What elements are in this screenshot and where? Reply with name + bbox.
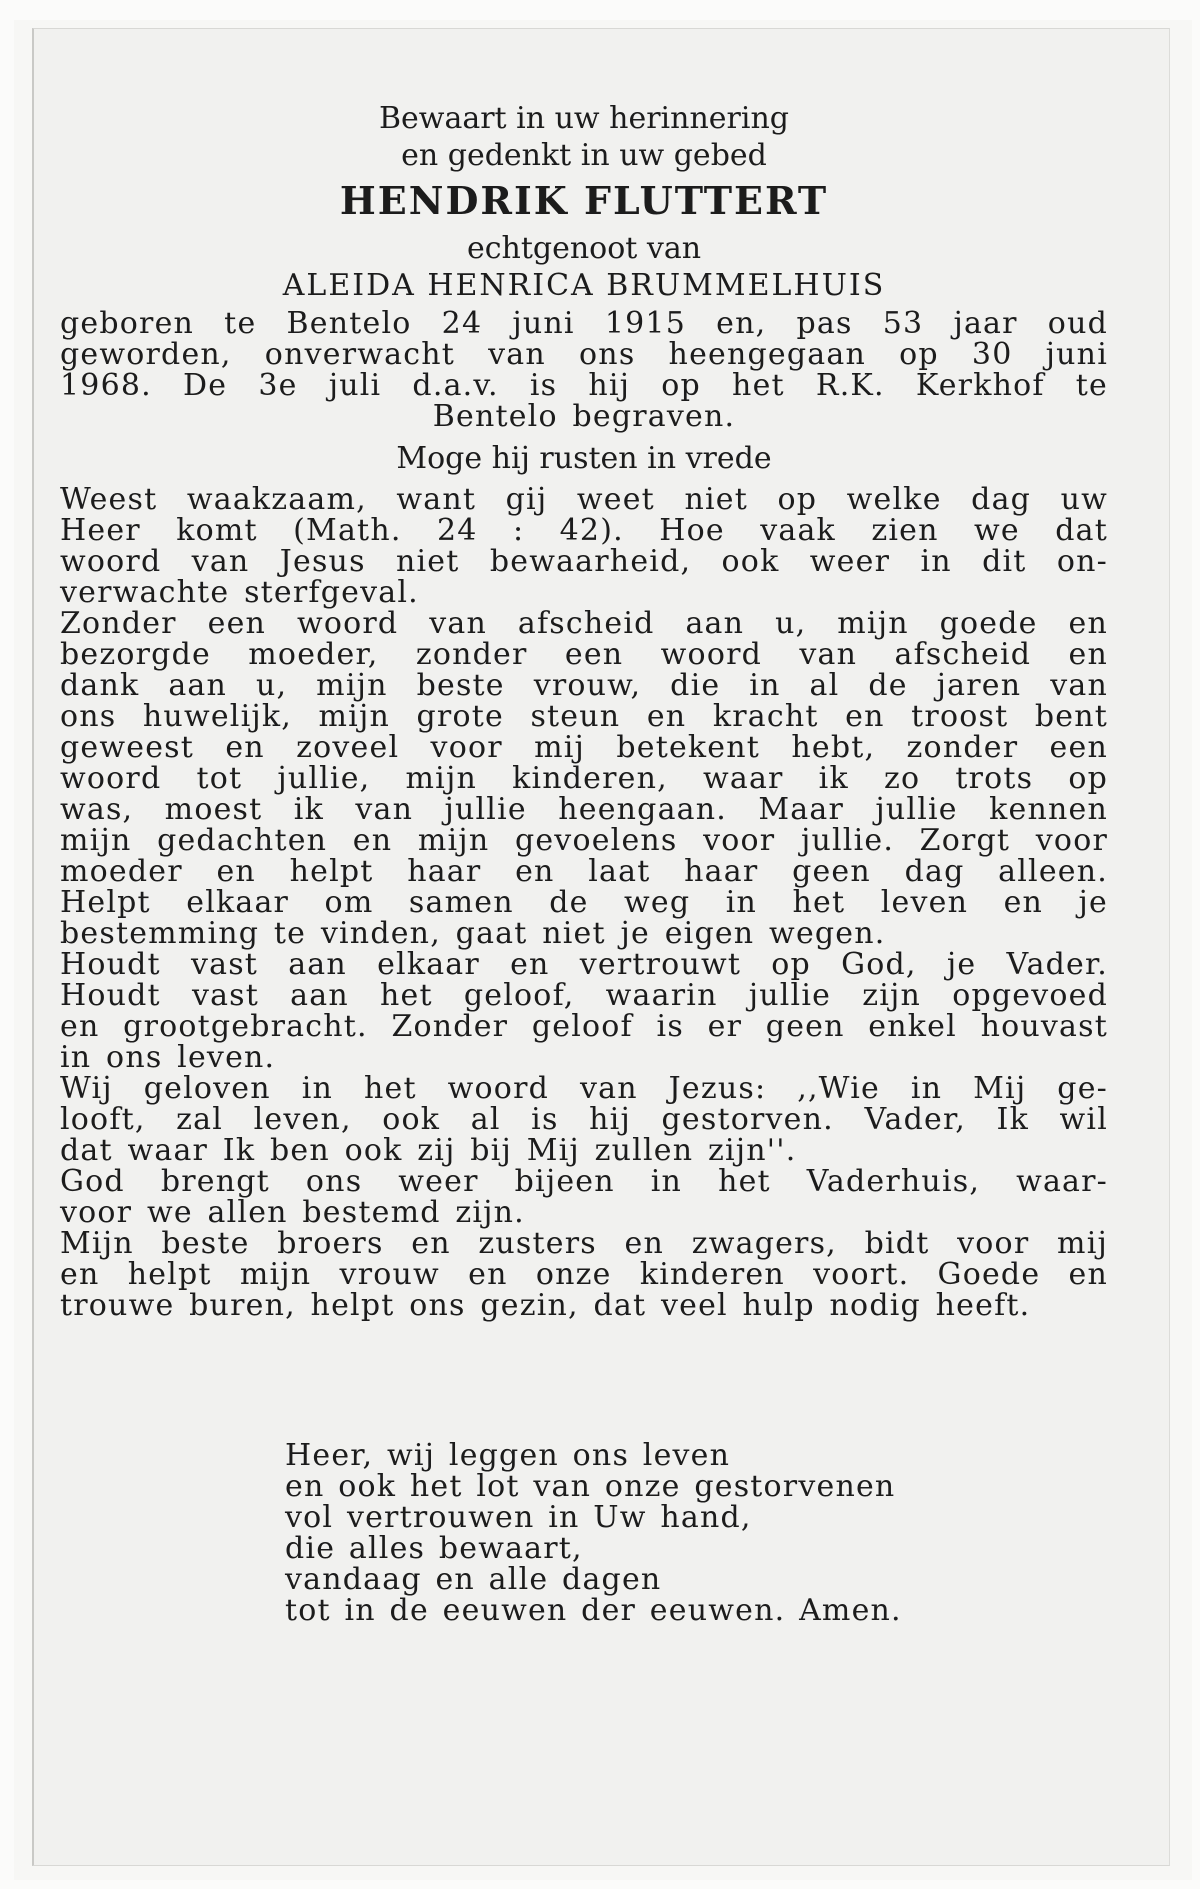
text-line: Houdt vast aan het geloof, waarin jullie zijn opgevoed	[60, 978, 1108, 1013]
rest-line: Moge hij rusten in vrede	[396, 441, 772, 476]
text-line: voor we allen bestemd zijn.	[60, 1195, 525, 1230]
text-line: Zonder een woord van afscheid aan u, mijn goede en	[60, 606, 1108, 641]
text-line: geworden, onverwacht van ons heengegaan op 30 juni	[60, 337, 1108, 372]
prayer-line: die alles bewaart,	[285, 1531, 583, 1566]
text-line: woord tot jullie, mijn kinderen, waar ik zo trots op	[60, 761, 1108, 796]
text-line: en helpt mijn vrouw en onze kinderen voort. Goede en	[60, 1257, 1108, 1292]
text-line: God brengt ons weer bijeen in het Vaderhuis, waar-	[60, 1164, 1108, 1199]
prayer-line: tot in de eeuwen der eeuwen. Amen.	[285, 1593, 902, 1628]
birth-death-block	[60, 308, 1108, 432]
paragraph-4	[60, 1073, 1108, 1166]
paragraph-6	[60, 1228, 1108, 1321]
text-line: dat waar Ik ben ook zij bij Mij zullen zijn''.	[60, 1133, 797, 1168]
header-block	[60, 100, 1108, 174]
header-line: en gedenkt in uw gebed	[401, 138, 767, 173]
spouse-name: ALEIDA HENRICA BRUMMELHUIS	[282, 268, 886, 303]
closing-prayer	[285, 1440, 1005, 1626]
paragraph-3	[60, 949, 1108, 1073]
text-line: woord van Jesus niet bewaarheid, ook weer in dit on-	[60, 544, 1108, 579]
card-content	[60, 100, 1108, 1321]
text-line: Heer komt (Math. 24 : 42). Hoe vaak zien we dat	[60, 513, 1108, 548]
text-line: verwachte sterfgeval.	[60, 575, 419, 610]
text-line: looft, zal leven, ook al is hij gestorven. Vader, Ik wil	[60, 1102, 1108, 1137]
text-line: bestemming te vinden, gaat niet je eigen wegen.	[60, 916, 886, 951]
text-line: Mijn beste broers en zusters en zwagers, bidt voor mij	[60, 1226, 1108, 1261]
text-line: trouwe buren, helpt ons gezin, dat veel hulp nodig heeft.	[60, 1288, 1031, 1323]
paragraph-2	[60, 608, 1108, 949]
text-line: was, moest ik van jullie heengaan. Maar jullie kennen	[60, 792, 1108, 827]
text-line: geboren te Bentelo 24 juni 1915 en, pas 53 jaar oud	[60, 306, 1108, 341]
text-line: 1968. De 3e juli d.a.v. is hij op het R.K. Kerkhof te	[60, 368, 1108, 403]
text-line: Helpt elkaar om samen de weg in het leven en je	[60, 885, 1108, 920]
text-line: dank aan u, mijn beste vrouw, die in al de jaren van	[60, 668, 1108, 703]
prayer-line: en ook het lot van onze gestorvenen	[285, 1469, 896, 1504]
text-line: moeder en helpt haar en laat haar geen dag alleen.	[60, 854, 1108, 889]
text-line: Wij geloven in het woord van Jezus: ,,Wie in Mij ge-	[60, 1071, 1108, 1106]
header-line: Bewaart in uw herinnering	[378, 101, 790, 136]
text-line: Houdt vast aan elkaar en vertrouwt op God, je Vader.	[60, 947, 1108, 982]
prayer-line: vol vertrouwen in Uw hand,	[285, 1500, 752, 1535]
prayer-line: Heer, wij leggen ons leven	[285, 1438, 731, 1473]
text-line: geweest en zoveel voor mij betekent hebt, zonder een	[60, 730, 1108, 765]
text-line: ons huwelijk, mijn grote steun en kracht en troost bent	[60, 699, 1108, 734]
text-line: en grootgebracht. Zonder geloof is er geen enkel houvast	[60, 1009, 1108, 1044]
text-line: mijn gedachten en mijn gevoelens voor jullie. Zorgt voor	[60, 823, 1108, 858]
text-line: Weest waakzaam, want gij weet niet op welke dag uw	[60, 482, 1108, 517]
relation-text: echtgenoot van	[466, 231, 702, 266]
deceased-name: HENDRIK FLUTTERT	[339, 178, 829, 223]
paragraph-1	[60, 484, 1108, 608]
prayer-line: vandaag en alle dagen	[285, 1562, 662, 1597]
text-line: bezorgde moeder, zonder een woord van afscheid en	[60, 637, 1108, 672]
text-line: in ons leven.	[60, 1040, 276, 1075]
paragraph-5	[60, 1166, 1108, 1228]
burial-line: Bentelo begraven.	[432, 399, 736, 434]
